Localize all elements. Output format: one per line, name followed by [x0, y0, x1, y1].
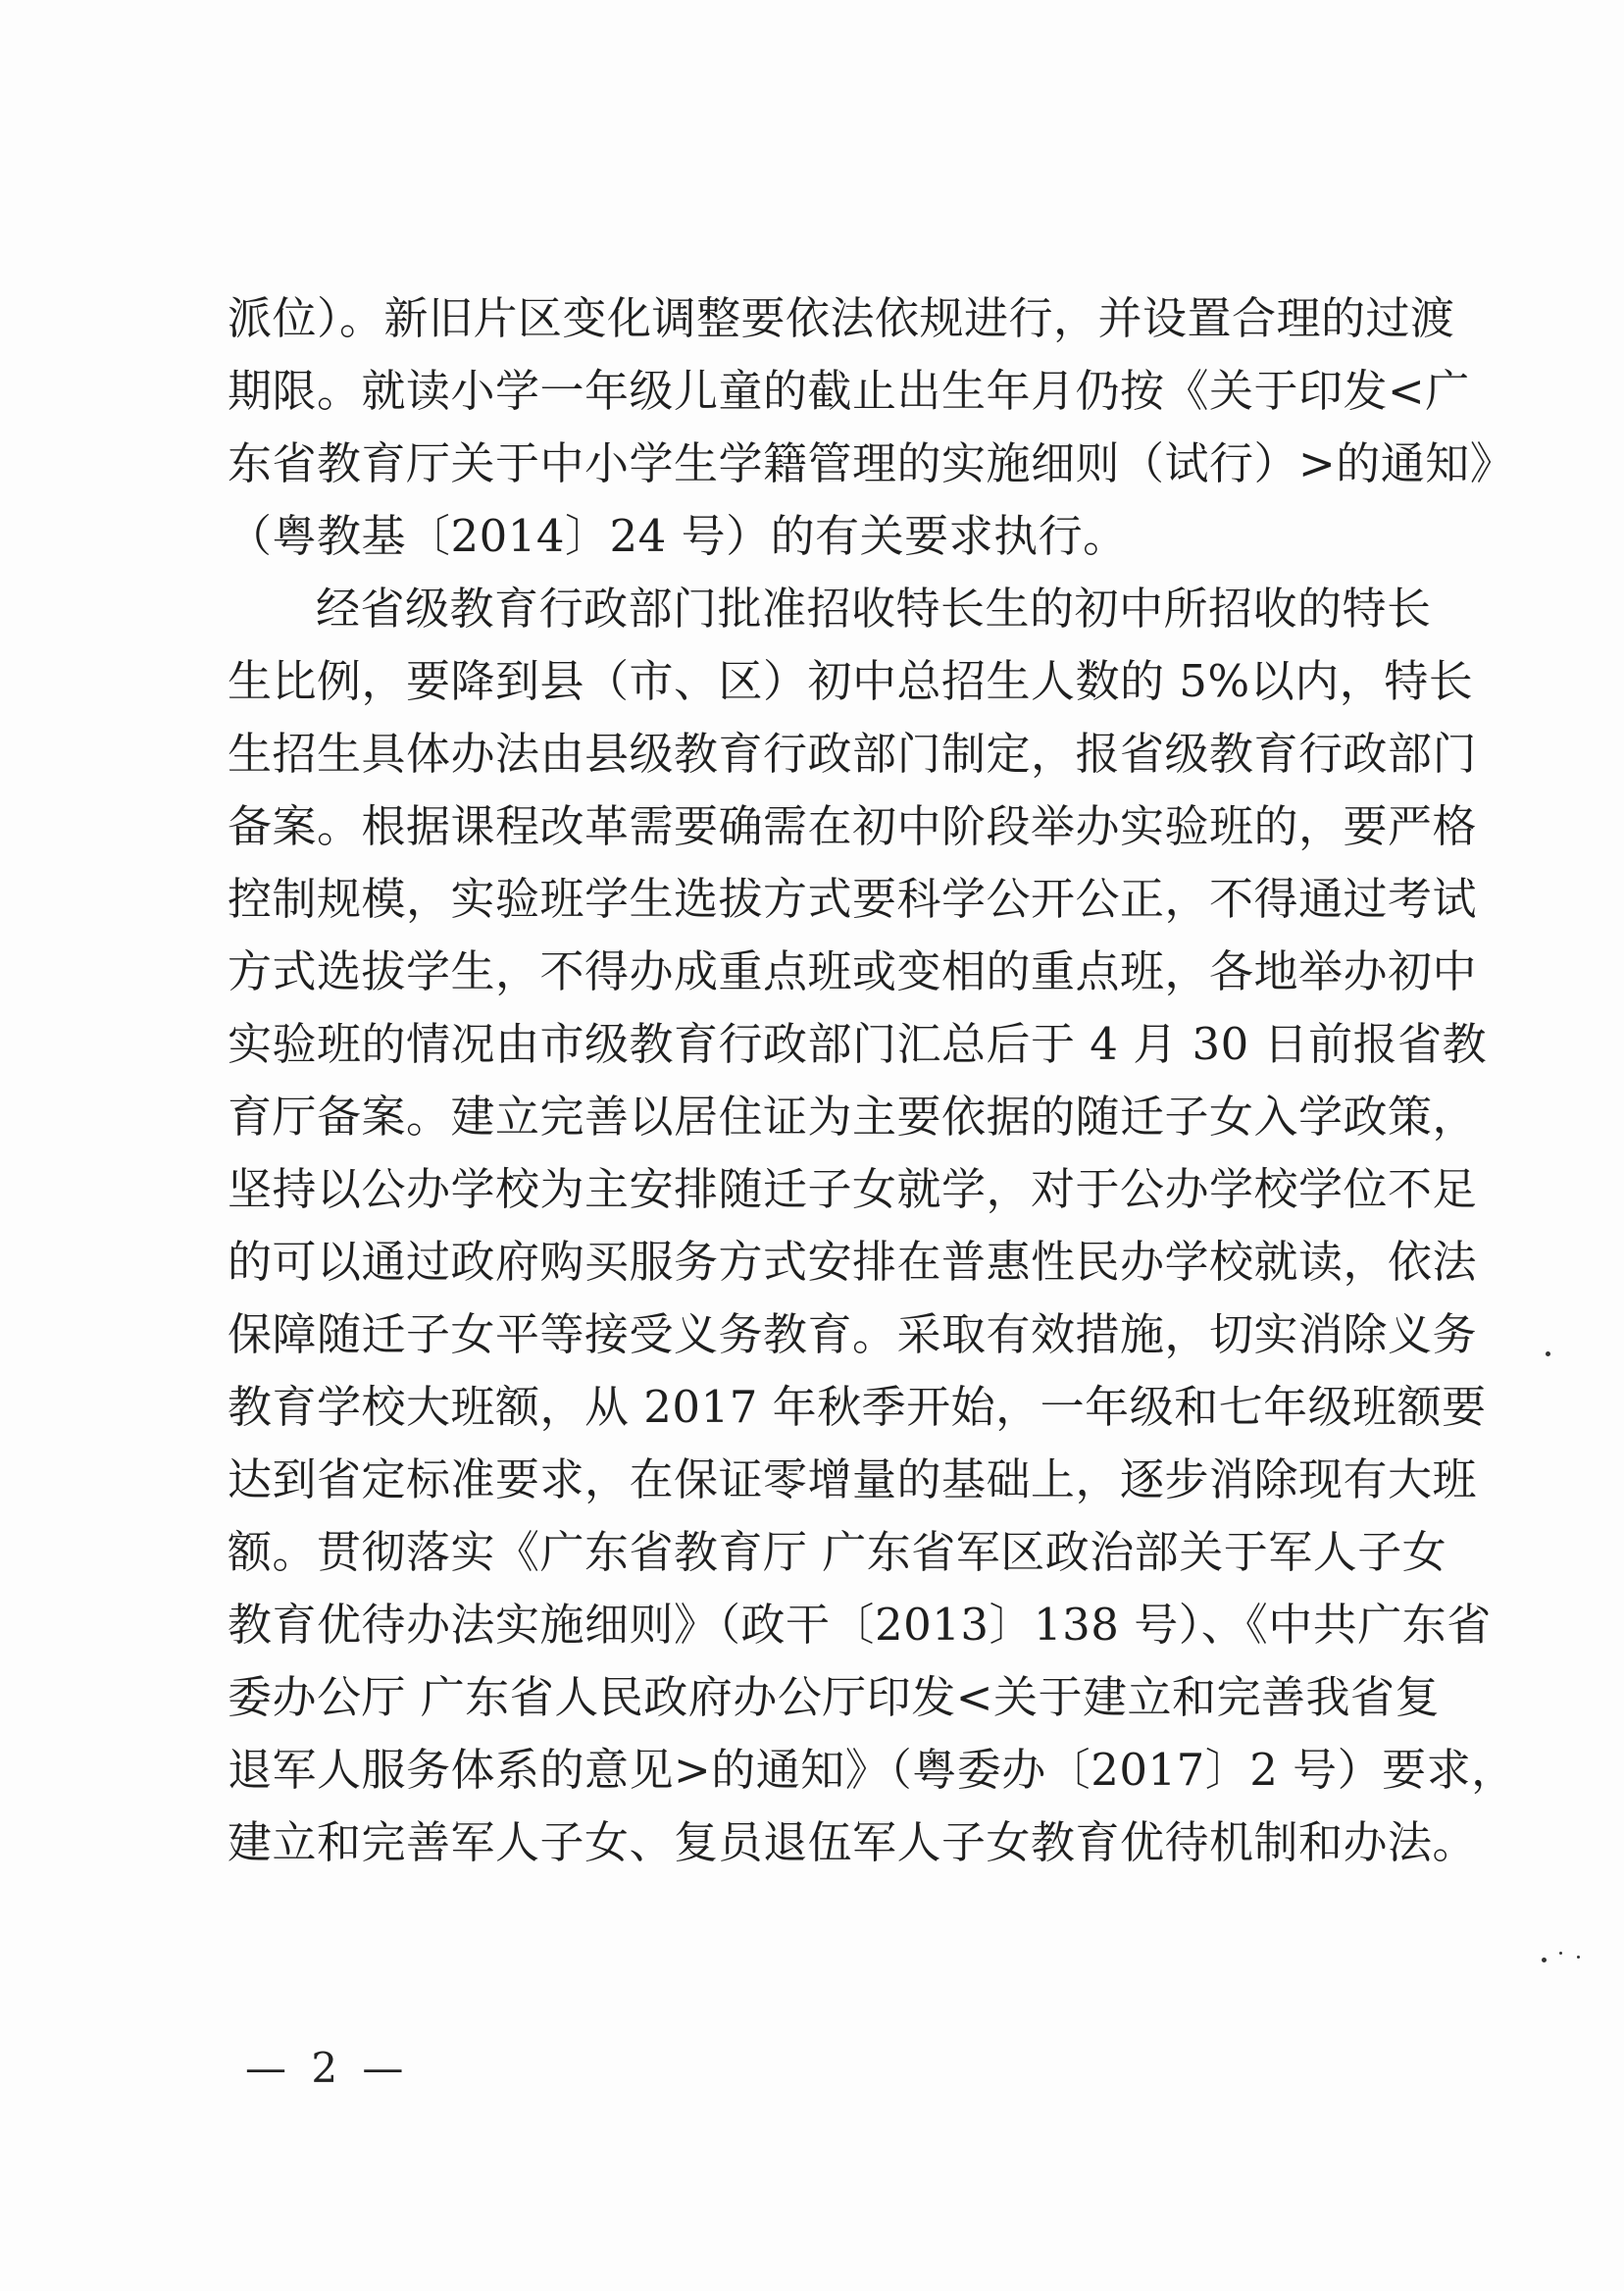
text-line: 派位）。新旧片区变化调整要依法依规进行，并设置合理的过渡 [228, 292, 1455, 344]
text-line: 育厅备案。建立完善以居住证为主要依据的随迁子女入学政策， [228, 1091, 1478, 1143]
text-line: 期限。就读小学一年级儿童的截止出生年月仍按《关于印发<广 [228, 365, 1470, 417]
text-line: 东省教育厅关于中小学生学籍管理的实施细则（试行）>的通知》 [228, 437, 1515, 489]
page-number: — 2 — [245, 2044, 410, 2092]
text-line: 保障随迁子女平等接受义务教育。采取有效措施，切实消除义务 [228, 1308, 1478, 1360]
scan-speck [1577, 1956, 1580, 1959]
text-line: 额。贯彻落实《广东省教育厅 广东省军区政治部关于军人子女 [228, 1526, 1447, 1578]
scan-speck [1546, 1351, 1550, 1356]
text-line: 委办公厅 广东省人民政府办公厅印发<关于建立和完善我省复 [228, 1671, 1441, 1723]
text-line: 建立和完善军人子女、复员退伍军人子女教育优待机制和办法。 [228, 1816, 1478, 1868]
text-line: 方式选拔学生，不得办成重点班或变相的重点班，各地举办初中 [228, 945, 1478, 997]
scan-speck [1559, 1952, 1562, 1955]
text-line: 生比例，要降到县（市、区）初中总招生人数的 5%以内，特长 [228, 655, 1474, 707]
text-line: 的可以通过政府购买服务方式安排在普惠性民办学校就读，依法 [228, 1236, 1478, 1288]
text-line: 教育学校大班额，从 2017 年秋季开始，一年级和七年级班额要 [228, 1381, 1487, 1433]
text-line: 备案。根据课程改革需要确需在初中阶段举办实验班的，要严格 [228, 800, 1478, 852]
text-line: 达到省定标准要求，在保证零增量的基础上，逐步消除现有大班 [228, 1453, 1478, 1505]
text-line: 经省级教育行政部门批准招收特长生的初中所招收的特长 [316, 583, 1432, 635]
text-line: 教育优待办法实施细则》（政干〔2013〕138 号）、《中共广东省 [228, 1599, 1492, 1651]
scan-speck [1542, 1958, 1547, 1962]
text-line: 坚持以公办学校为主安排随迁子女就学，对于公办学校学位不足 [228, 1163, 1478, 1215]
text-line: （粤教基〔2014〕24 号）的有关要求执行。 [228, 510, 1128, 562]
text-line: 退军人服务体系的意见>的通知》（粤委办〔2017〕2 号）要求， [228, 1744, 1516, 1796]
text-line: 生招生具体办法由县级教育行政部门制定，报省级教育行政部门 [228, 728, 1478, 780]
text-line: 控制规模，实验班学生选拔方式要科学公开公正，不得通过考试 [228, 873, 1478, 925]
text-line: 实验班的情况由市级教育行政部门汇总后于 4 月 30 日前报省教 [228, 1018, 1488, 1070]
body-text [228, 282, 1516, 1879]
